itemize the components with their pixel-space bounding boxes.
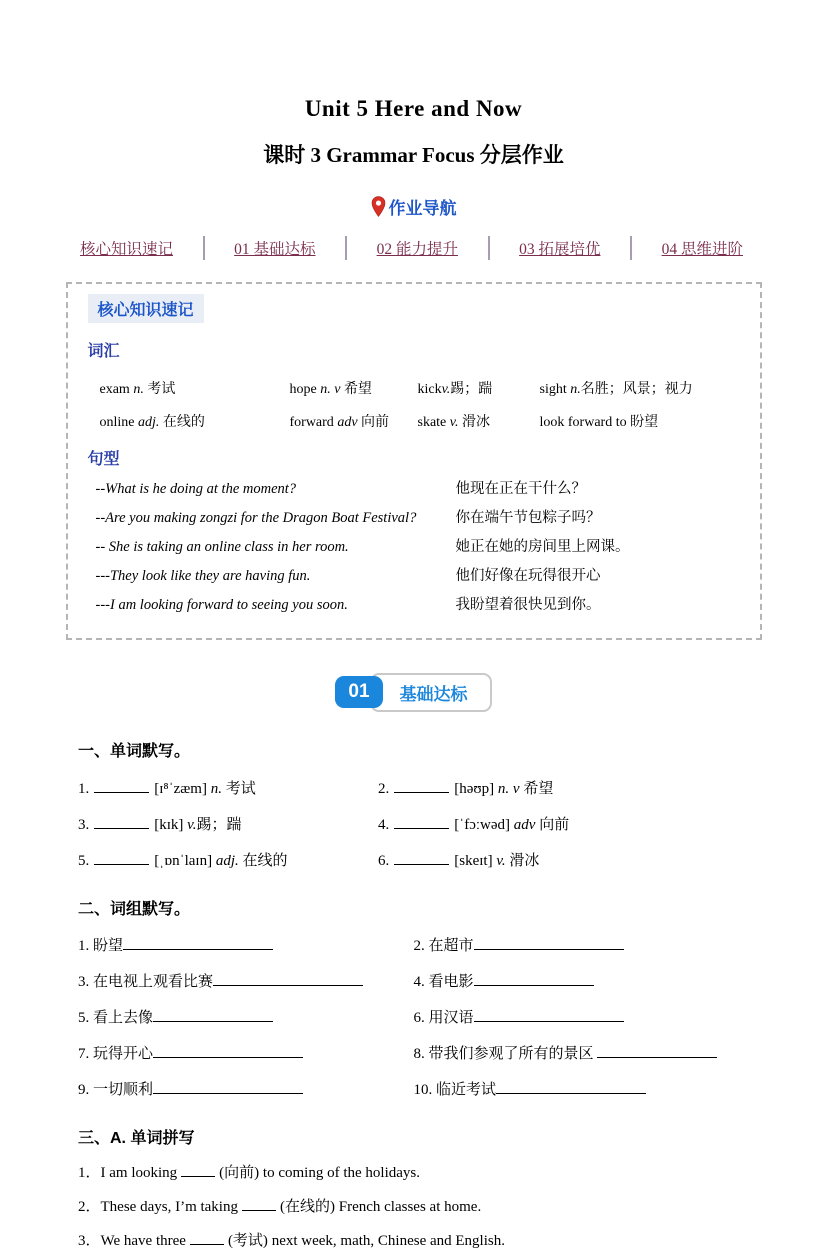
word-dictation-item: 1. [ɪ⁸ˈzæm] n. 考试 xyxy=(78,780,256,797)
nav-link-thinking[interactable]: 04 思维进阶 xyxy=(661,241,743,258)
phrase-dictation-list xyxy=(78,934,749,1099)
answer-blank xyxy=(123,936,273,950)
word-dictation-item: 6. [skeɪt] v. 滑冰 xyxy=(378,852,540,869)
badge-label: 基础达标 xyxy=(370,673,492,712)
vocab-entry: online adj. 在线的 xyxy=(99,415,205,430)
hint: (考试) xyxy=(227,1232,268,1249)
nav-link-basics[interactable]: 01 基础达标 xyxy=(234,241,316,258)
answer-blank xyxy=(474,1008,624,1022)
vocab-entry: skate v. 滑冰 xyxy=(417,415,490,430)
answer-blank xyxy=(94,815,149,829)
vocab-entry: look forward to 盼望 xyxy=(539,415,659,430)
pattern-english: ---I am looking forward to seeing you soon. xyxy=(95,596,348,613)
phrase-item: 2. 在超市 xyxy=(414,934,750,955)
pattern-chinese: 他们好像在玩得很开心 xyxy=(455,567,601,584)
phonetic: [ˈfɔːwəd] xyxy=(454,816,511,833)
vocab-entry: forward adv 向前 xyxy=(289,415,390,430)
meaning: 滑冰 xyxy=(509,852,540,869)
vocab-entry: exam n. 考试 xyxy=(99,382,176,397)
meaning: 在线的 xyxy=(242,852,288,869)
answer-blank xyxy=(394,815,449,829)
pattern-row xyxy=(96,540,740,556)
pattern-row xyxy=(96,598,740,614)
part-of-speech: n. v xyxy=(497,780,520,797)
hint: (向前) xyxy=(219,1164,260,1181)
answer-blank xyxy=(94,779,149,793)
answer-blank xyxy=(474,972,594,986)
phrase-item: 4. 看电影 xyxy=(414,970,750,991)
answer-blank xyxy=(153,1044,303,1058)
homework-nav-header xyxy=(0,194,827,219)
pattern-english: ---They look like they are having fun. xyxy=(95,567,311,584)
pattern-chinese: 她正在她的房间里上网课。 xyxy=(455,538,630,555)
section-phrase-dictation xyxy=(78,896,749,1099)
pattern-chinese: 他现在正在干什么？ xyxy=(455,481,586,497)
unit-title: Unit 5 Here and Now xyxy=(304,96,523,121)
answer-blank xyxy=(394,851,449,865)
pattern-english: --Are you making zongzi for the Dragon Boat Festival? xyxy=(95,509,417,526)
spelling-item: 2．These days, I’m taking (在线的) French classes at home. xyxy=(78,1198,482,1215)
nav-divider xyxy=(630,236,632,260)
phrase-item: 3. 在电视上观看比赛 xyxy=(78,970,414,991)
hint: (在线的) xyxy=(279,1198,335,1215)
part-of-speech: adv xyxy=(513,816,536,833)
phrase-item: 6. 用汉语 xyxy=(414,1006,750,1027)
spelling-item: 1．I am looking (向前) to coming of the holidays. xyxy=(78,1164,420,1181)
answer-blank xyxy=(474,936,624,950)
meaning: 希望 xyxy=(523,780,554,797)
location-pin-icon xyxy=(371,196,386,217)
word-dictation-list xyxy=(78,777,749,870)
sentence-patterns xyxy=(88,482,740,614)
nav-link-core-notes[interactable]: 核心知识速记 xyxy=(80,241,174,258)
part-of-speech: adj. xyxy=(215,852,239,869)
nav-link-extension[interactable]: 03 拓展培优 xyxy=(519,241,601,258)
section-01-badge xyxy=(0,673,827,712)
answer-blank xyxy=(190,1231,224,1245)
phrase-item: 5. 看上去像 xyxy=(78,1006,414,1027)
answer-blank xyxy=(496,1080,646,1094)
pattern-english: -- She is taking an online class in her room. xyxy=(95,538,349,555)
meaning: 考试 xyxy=(225,780,256,797)
core-knowledge-title: 核心知识速记 xyxy=(88,294,204,323)
lesson-subtitle: 课时 3 Grammar Focus 分层作业 xyxy=(263,143,564,167)
phonetic: [ɪ⁸ˈzæm] xyxy=(154,780,207,797)
nav-divider xyxy=(345,236,347,260)
phrase-item: 10. 临近考试 xyxy=(414,1078,750,1099)
section-word-dictation xyxy=(78,738,749,870)
answer-blank xyxy=(153,1080,303,1094)
meaning: 踢；踹 xyxy=(196,816,242,833)
vocab-heading: 词汇 xyxy=(87,343,120,360)
pattern-chinese: 你在端午节包粽子吗？ xyxy=(455,509,601,526)
nav-divider xyxy=(203,236,205,260)
phrase-item: 1. 盼望 xyxy=(78,934,414,955)
phrase-item: 7. 玩得开心 xyxy=(78,1042,414,1063)
core-knowledge-box xyxy=(66,282,762,640)
vocab-entry: hope n. v 希望 xyxy=(289,382,372,397)
section-heading: 三、A. 单词拼写 xyxy=(78,1129,195,1147)
phonetic: [skeɪt] xyxy=(454,852,493,869)
part-of-speech: n. xyxy=(210,780,222,797)
section-heading: 一、单词默写。 xyxy=(78,742,191,760)
spelling-item: 3．We have three (考试) next week, math, Chinese and English. xyxy=(78,1232,505,1249)
homework-nav-label: 作业导航 xyxy=(388,199,457,218)
vocab-entry: kickv.踢；踹 xyxy=(417,382,493,397)
phonetic: [ˌɒnˈlaɪn] xyxy=(154,852,213,869)
pattern-row xyxy=(96,569,740,585)
vocab-entry: sight n.名胜；风景；视力 xyxy=(539,382,693,397)
phrase-item: 9. 一切顺利 xyxy=(78,1078,414,1099)
phonetic: [həʊp] xyxy=(454,780,495,797)
answer-blank xyxy=(94,851,149,865)
word-dictation-item: 4. [ˈfɔːwəd] adv 向前 xyxy=(378,816,570,833)
answer-blank xyxy=(597,1044,717,1058)
pattern-row xyxy=(96,482,740,498)
word-dictation-item: 3. [kɪk] v.踢；踹 xyxy=(78,816,242,833)
nav-divider xyxy=(488,236,490,260)
answer-blank xyxy=(242,1197,276,1211)
answer-blank xyxy=(181,1163,215,1177)
phrase-item: 8. 带我们参观了所有的景区 xyxy=(414,1042,750,1063)
part-of-speech: v. xyxy=(496,852,506,869)
patterns-heading: 句型 xyxy=(87,451,120,468)
section-heading: 二、词组默写。 xyxy=(78,900,191,918)
answer-blank xyxy=(153,1008,273,1022)
part-of-speech: v. xyxy=(187,816,197,833)
word-dictation-item: 2. [həʊp] n. v 希望 xyxy=(378,780,554,797)
answer-blank xyxy=(394,779,449,793)
spelling-list xyxy=(78,1161,749,1250)
section-word-spelling xyxy=(78,1125,749,1250)
badge-number: 01 xyxy=(335,676,382,708)
answer-blank xyxy=(213,972,363,986)
word-dictation-item: 5. [ˌɒnˈlaɪn] adj. 在线的 xyxy=(78,852,288,869)
section-nav xyxy=(80,236,743,260)
phonetic: [kɪk] xyxy=(154,816,184,833)
pattern-chinese: 我盼望着很快见到你。 xyxy=(455,596,601,613)
nav-link-ability[interactable]: 02 能力提升 xyxy=(376,241,458,258)
meaning: 向前 xyxy=(539,816,570,833)
pattern-english: --What is he doing at the moment? xyxy=(95,481,297,497)
vocab-grid xyxy=(88,378,740,431)
pattern-row xyxy=(96,511,740,527)
